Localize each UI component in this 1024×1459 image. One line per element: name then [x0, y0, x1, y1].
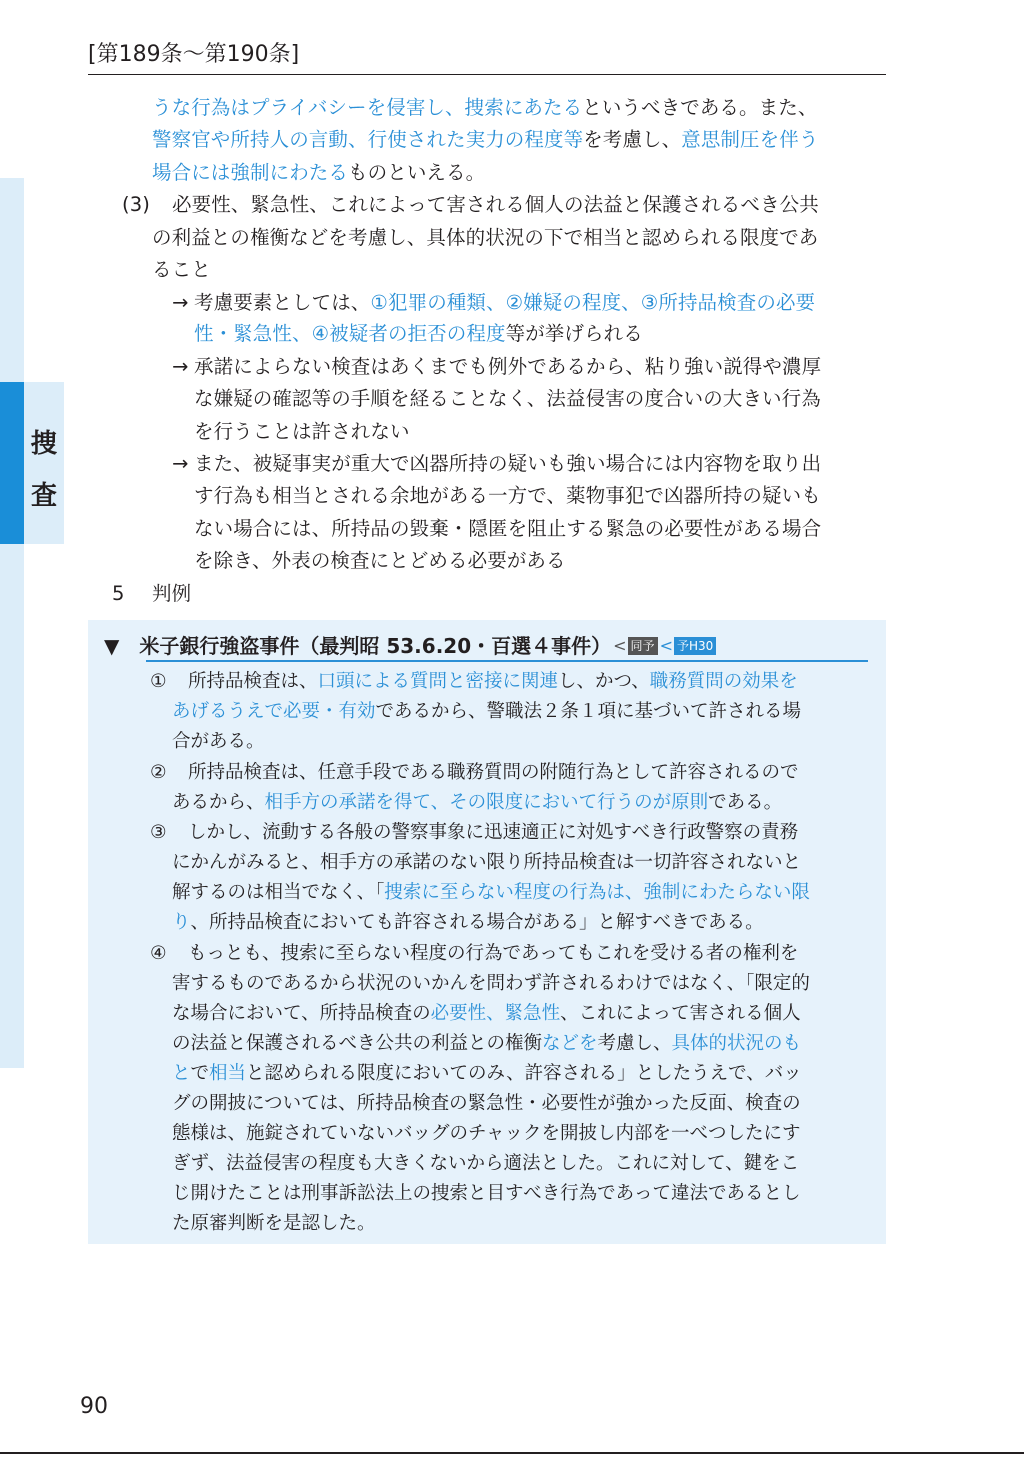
highlight-text: 職務質問の効果を — [649, 671, 798, 692]
exam-tag: 予H30 — [674, 637, 716, 655]
chevron-left-icon: < — [659, 636, 673, 655]
text-span: あるから、 — [172, 792, 265, 813]
text-line: な嫌疑の確認等の手順を経ることなく、法益侵害の度合いの大きい行為 — [194, 387, 821, 410]
highlight-text: あげるうえで必要・有効 — [172, 701, 376, 722]
text-line — [152, 157, 485, 190]
text-line — [172, 788, 782, 818]
text-line: ぎず、法益侵害の程度も大きくないから適法とした。これに対して、鍵をこ — [172, 1153, 800, 1174]
text-line: 合がある。 — [172, 731, 265, 752]
text-span: と認められる限度においてのみ、許容される」としたうえで、バッ — [246, 1063, 802, 1084]
running-header — [88, 40, 886, 75]
text-line: す行為も相当とされる余地がある一方で、薬物事犯で凶器所持の疑いも — [194, 484, 821, 507]
highlight-text: 場合には強制にわたる — [152, 161, 349, 184]
text-line — [172, 999, 801, 1029]
text-span: を考慮し、 — [583, 128, 682, 151]
text-line: ない場合には、所持品の毀棄・隠匿を阻止する緊急の必要性がある場合 — [194, 517, 822, 540]
text-line: 承諾によらない検査はあくまでも例外であるから、粘り強い説得や濃厚 — [194, 355, 822, 378]
paragraph-number: ③ — [150, 822, 167, 843]
item-marker: (3) — [122, 193, 150, 216]
text-span: ものといえる。 — [348, 161, 486, 184]
text-line — [152, 92, 817, 125]
text-line — [152, 124, 818, 157]
text-line: また、被疑事実が重大で凶器所持の疑いも強い場合には内容物を取り出 — [194, 452, 822, 475]
text-line — [172, 878, 810, 908]
highlight-text: などを — [542, 1033, 598, 1054]
text-span: な場合において、所持品検査の — [172, 1003, 431, 1024]
highlight-text: 必要性、緊急性 — [430, 1003, 561, 1024]
text-span: というべきである。また、 — [582, 96, 818, 119]
text-line — [172, 1059, 802, 1089]
exam-tag: 同予 — [628, 637, 658, 655]
text-line — [194, 287, 815, 320]
highlight-text: と — [172, 1063, 191, 1084]
text-line: 所持品検査は、任意手段である職務質問の附随行為として許容されるので — [188, 762, 799, 783]
text-span: 考慮要素としては、 — [194, 291, 371, 314]
case-heading — [104, 632, 716, 660]
text-line — [188, 667, 798, 697]
case-title: 米子銀行強盗事件（最判昭 53.6.20・百選４事件） — [139, 634, 612, 658]
highlight-text: り — [172, 912, 191, 933]
chapter-tab-char: 査 — [30, 481, 57, 511]
chevron-left-icon: < — [613, 636, 627, 655]
chapter-tab-marker — [0, 382, 24, 544]
highlight-text: うな行為はプライバシーを侵害し、捜索にあたる — [152, 96, 583, 119]
triangle-icon: ▼ — [104, 634, 120, 658]
text-line: 態様は、施錠されていないバッグのチャックを開披し内部を一べつしたにす — [172, 1123, 801, 1144]
text-span: である。 — [708, 792, 783, 813]
text-span: 等が挙げられる — [505, 322, 643, 345]
highlight-text: 相当 — [209, 1063, 247, 1084]
text-line: 必要性、緊急性、これによって害される個人の法益と保護されるべき公共 — [172, 193, 819, 216]
text-line: グの開披については、所持品検査の緊急性・必要性が強かった反面、検査の — [172, 1093, 801, 1114]
text-span: 解するのは相当でなく、「 — [172, 882, 385, 903]
text-span: 考慮し、 — [597, 1033, 672, 1054]
text-line: を除き、外表の検査にとどめる必要がある — [194, 549, 566, 572]
text-line: もっとも、捜索に至らない程度の行為であってもこれを受ける者の権利を — [188, 943, 799, 964]
text-span: で — [190, 1063, 210, 1084]
highlight-text: 意思制圧を伴う — [681, 128, 819, 151]
side-margin-band — [0, 178, 24, 1068]
arrow-bullet: → — [172, 291, 189, 314]
text-line: の利益との権衡などを考慮し、具体的状況の下で相当と認められる限度であ — [152, 226, 819, 249]
chapter-tab-char: 捜 — [30, 429, 57, 459]
case-heading-rule — [146, 660, 868, 662]
highlight-text: ①犯罪の種類、②嫌疑の程度、③所持品検査の必要 — [370, 291, 816, 314]
paragraph-number: ① — [150, 671, 167, 692]
section-number: 5 — [112, 582, 125, 605]
text-line: た原審判断を是認した。 — [172, 1213, 376, 1234]
text-line: じ開けたことは刑事訴訟法上の捜索と目すべき行為であって違法であるとし — [172, 1183, 801, 1204]
text-line — [172, 1029, 801, 1059]
text-span: の法益と保護されるべき公共の利益との権衡 — [172, 1033, 543, 1054]
text-line — [172, 908, 764, 938]
highlight-text: 相手方の承諾を得て、その限度において行うのが原則 — [264, 792, 709, 813]
arrow-bullet: → — [172, 355, 189, 378]
arrow-bullet: → — [172, 452, 189, 475]
bottom-rule — [0, 1452, 1024, 1454]
text-line — [172, 697, 801, 727]
text-span: し、かつ、 — [558, 671, 650, 692]
text-line: にかんがみると、相手方の承諾のない限り所持品検査は一切許容されないと — [172, 852, 802, 873]
text-line — [194, 318, 643, 351]
paragraph-number: ② — [150, 762, 167, 783]
text-span: 所持品検査は、 — [188, 671, 318, 692]
header-title: [第189条〜第190条] — [88, 42, 300, 67]
highlight-text: 性・緊急性、④被疑者の拒否の程度 — [194, 322, 506, 345]
text-line: ること — [152, 258, 211, 281]
text-line: 害するものであるから状況のいかんを問わず許されるわけではなく、「限定的 — [172, 973, 810, 994]
text-span: 、これによって害される個人 — [560, 1003, 801, 1024]
highlight-text: 警察官や所持人の言動、行使された実力の程度等 — [152, 128, 584, 151]
page-number: 90 — [80, 1394, 108, 1419]
text-line: しかし、流動する各般の警察事象に迅速適正に対処すべき行政警察の責務 — [188, 822, 799, 843]
text-span: であるから、警職法２条１項に基づいて許される場 — [375, 701, 802, 722]
highlight-text: 具体的状況のも — [671, 1033, 802, 1054]
paragraph-number: ④ — [150, 943, 167, 964]
text-line: を行うことは許されない — [194, 420, 410, 443]
highlight-text: 口頭による質問と密接に関連 — [317, 671, 559, 692]
section-title: 判例 — [152, 582, 192, 605]
text-span: 、所持品検査においても許容される場合がある」と解すべきである。 — [190, 912, 764, 933]
highlight-text: 捜索に至らない程度の行為は、強制にわたらない限 — [384, 882, 810, 903]
chapter-tab-label — [28, 418, 60, 522]
